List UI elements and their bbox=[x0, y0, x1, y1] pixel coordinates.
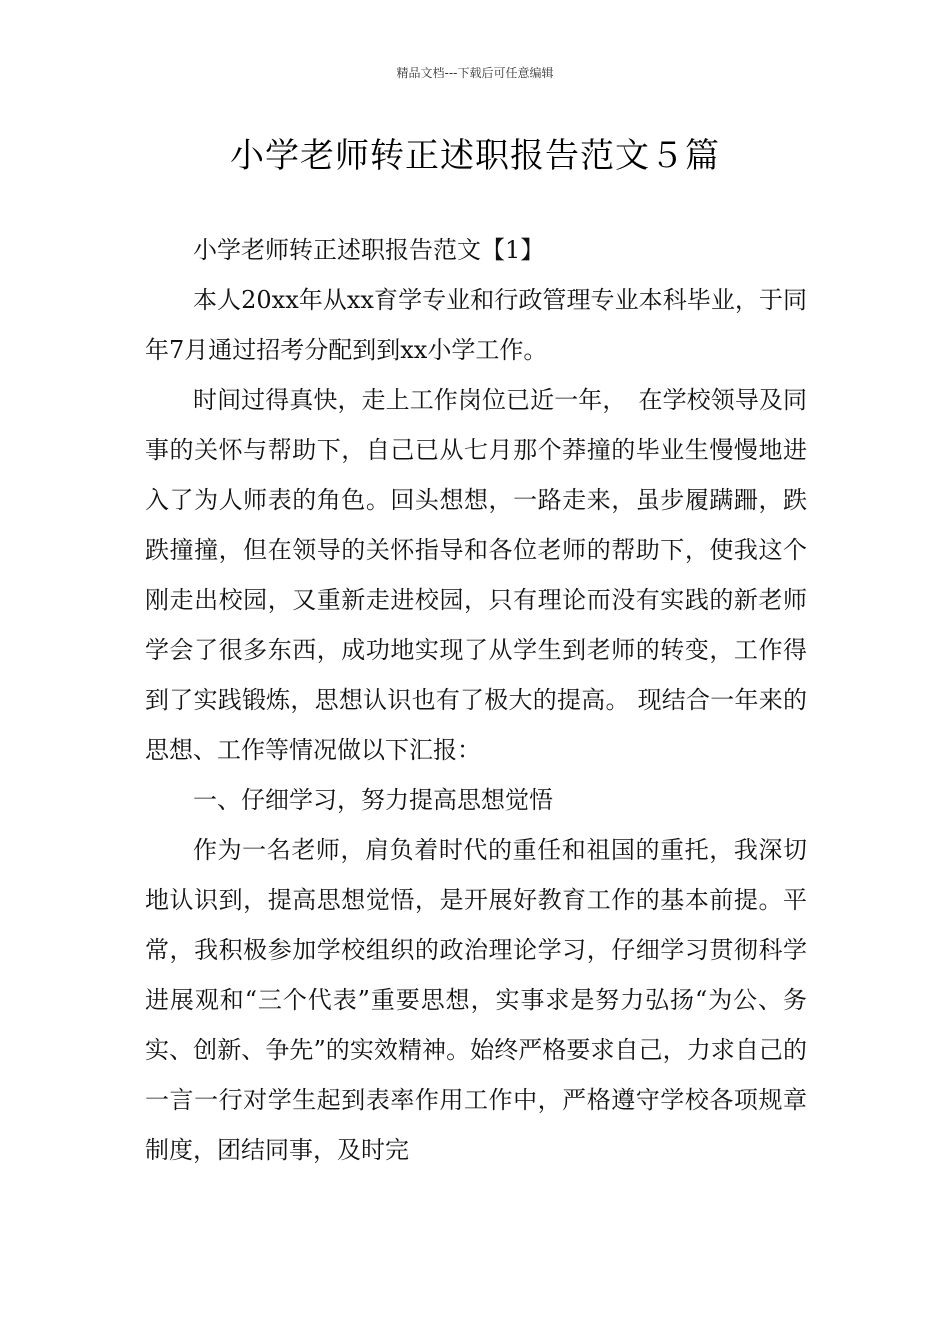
header-note: 精品文档---下载后可任意编辑 bbox=[396, 66, 554, 80]
document-body bbox=[145, 225, 807, 1175]
section-heading: 一、仔细学习，努力提高思想觉悟 bbox=[193, 786, 553, 814]
document-title: 小学老师转正述职报告范文５篇 bbox=[230, 136, 720, 176]
paragraph: 时间过得真快，走上工作岗位已近一年， 在学校领导及同事的关怀与帮助下，自己已从七月那个莽撞的毕业生慢慢地进入了为人师表的角色。回头想想，一路走来，虽步履蹒跚，跌跌撞撞，但在领导的关怀指导和各位老师的帮助下，使我这个刚走出校园，又重新走进校园，只有理论而没有实践的新老师学会了很多东西，成功地实现了从学生到老师的转变，工作得到了实践锻炼，思想认识也有了极大的提高。 现结合一年来的思想、工作等情况做以下汇报： bbox=[145, 386, 807, 764]
paragraph: 作为一名老师，肩负着时代的重任和祖国的重托，我深切地认识到，提高思想觉悟，是开展好教育工作的基本前提。平常，我积极参加学校组织的政治理论学习，仔细学习贯彻科学进展观和“三个代表”重要思想，实事求是努力弘扬“为公、务实、创新、争先”的实效精神。始终严格要求自己，力求自己的一言一行对学生起到表率作用工作中，严格遵守学校各项规章制度，团结同事，及时完 bbox=[145, 836, 807, 1164]
section-heading: 小学老师转正述职报告范文【1】 bbox=[193, 236, 545, 264]
paragraph: 本人20xx年从xx育学专业和行政管理专业本科毕业，于同年7月通过招考分配到到xx小学工作。 bbox=[145, 286, 807, 364]
